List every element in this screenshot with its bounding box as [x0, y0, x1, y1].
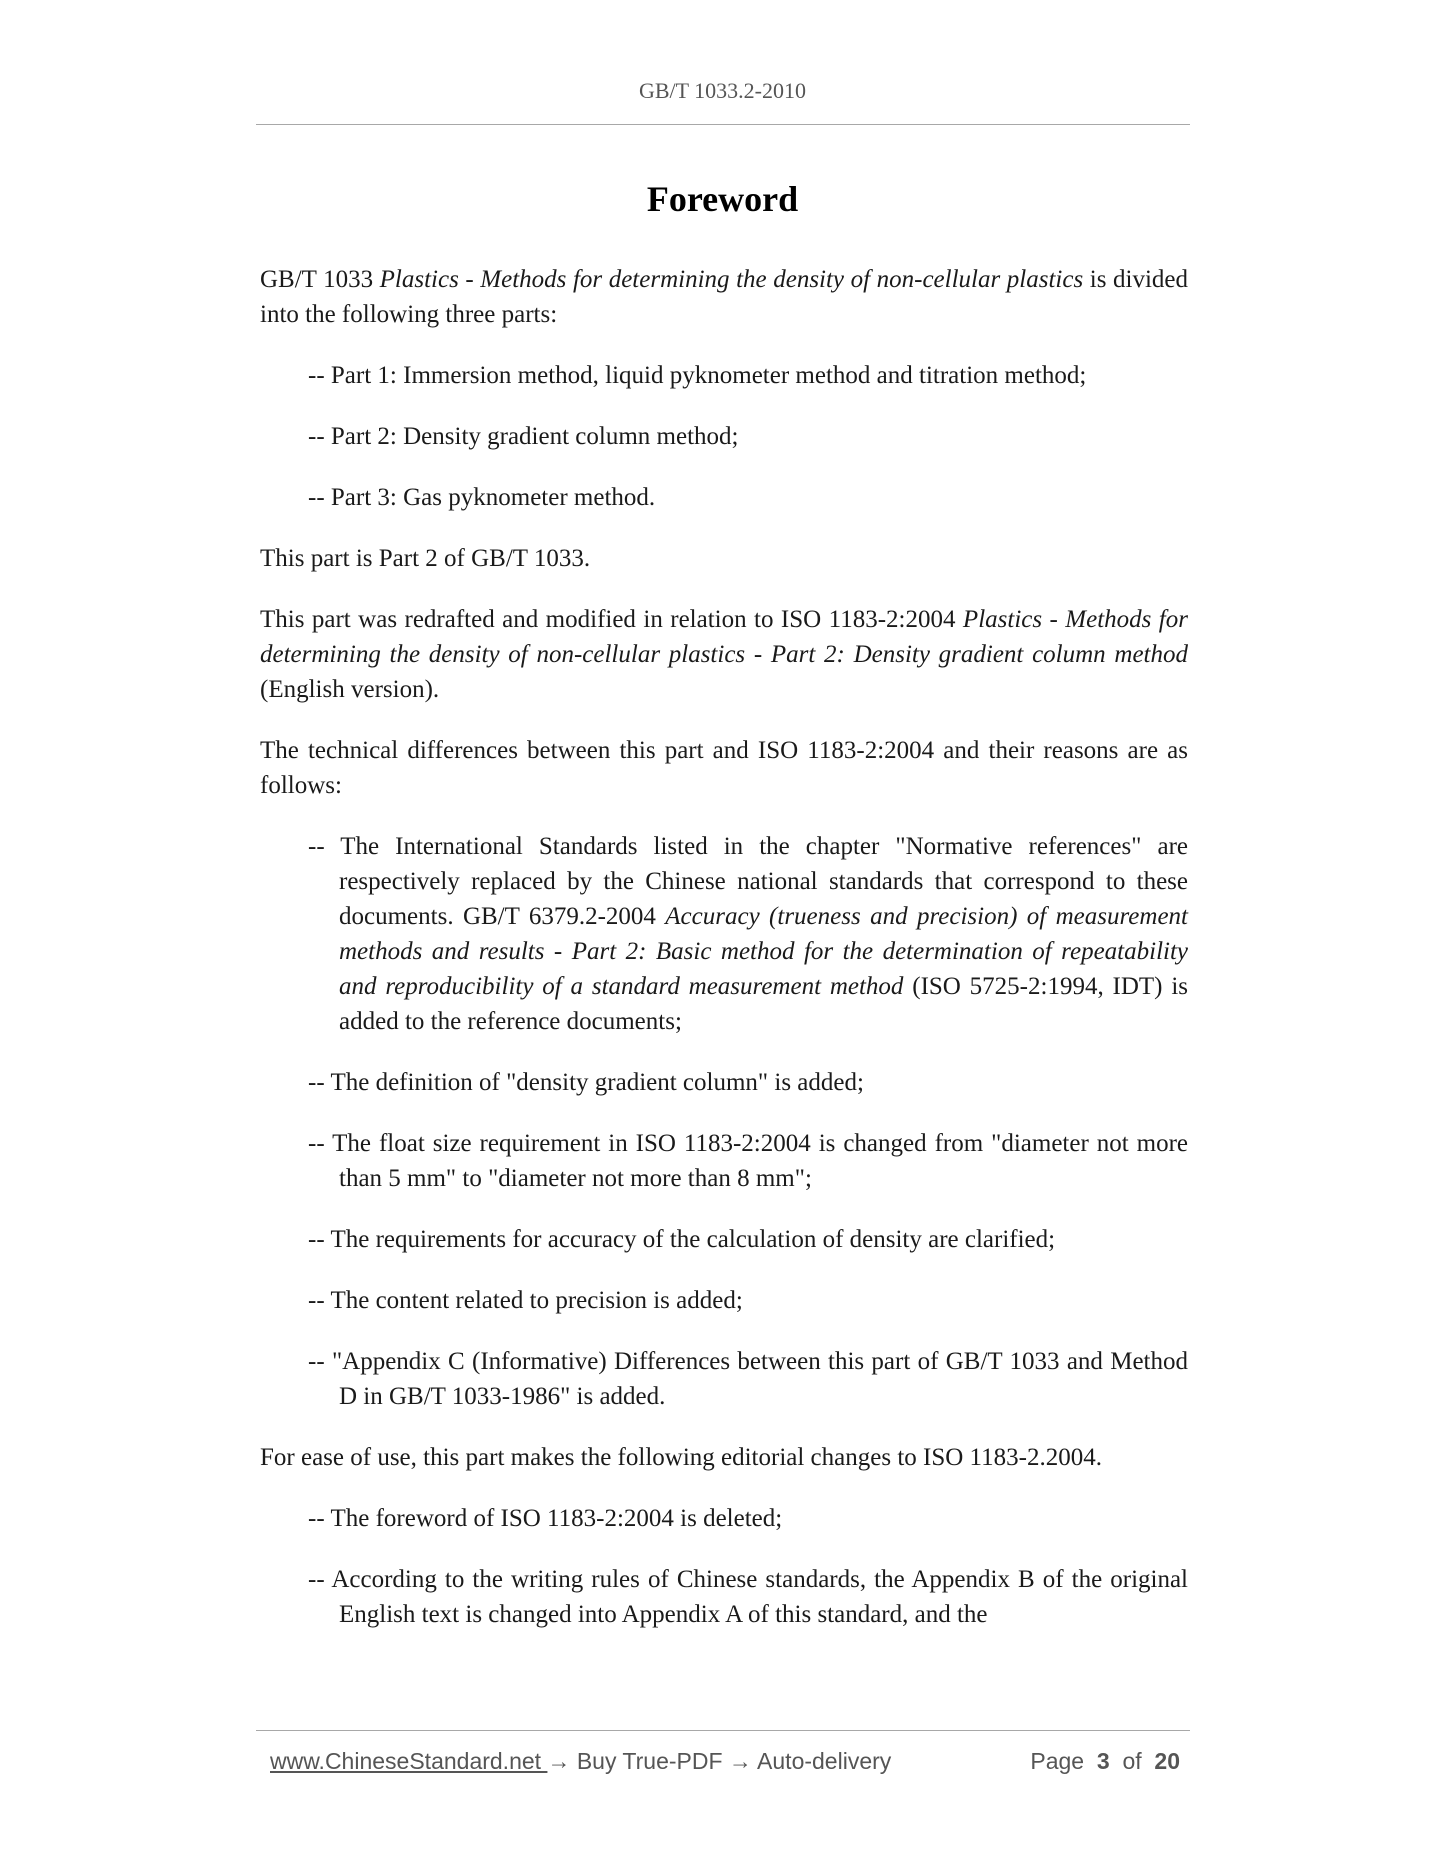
buy-text: → Buy True-PDF → Auto-delivery: [547, 1748, 892, 1774]
footer-links: [270, 1748, 891, 1775]
site-link[interactable]: www.ChineseStandard.net: [270, 1748, 548, 1774]
list-item: -- Part 3: Gas pyknometer method.: [308, 484, 656, 511]
document-body: [260, 262, 1188, 1658]
header-divider: [256, 124, 1190, 125]
list-item: -- "Appendix C (Informative) Differences between this part of GB/T 1033 and Method D in GB/T 1033-1986" is added.: [308, 1348, 1188, 1410]
list-item: -- The content related to precision is added;: [308, 1287, 743, 1314]
page-number: 3: [1096, 1748, 1110, 1774]
redrafted-paragraph: This part was redrafted and modified in relation to ISO 1183-2:2004 Plastics - Methods for determining the density of non-cellular plastics - Part 2: Density gradient column method (English version).: [260, 606, 1188, 703]
total-pages: 20: [1154, 1748, 1180, 1774]
standard-title: Plastics - Methods for determining the density of non-cellular plastics: [379, 266, 1084, 293]
list-item: -- The requirements for accuracy of the calculation of density are clarified;: [308, 1226, 1056, 1253]
reference-title: Accuracy (trueness and precision) of measurement methods and results - Part 2: Basic method for the determination of repeatability and reproducibility of a standard measurement method: [339, 903, 1188, 1000]
list-item: -- The foreword of ISO 1183-2:2004 is deleted;: [308, 1505, 783, 1532]
page-footer: [270, 1748, 1180, 1780]
list-item: -- The float size requirement in ISO 1183-2:2004 is changed from "diameter not more than 5 mm" to "diameter not more than 8 mm";: [308, 1130, 1188, 1192]
page-title: Foreword: [646, 179, 799, 219]
list-item: -- According to the writing rules of Chinese standards, the Appendix B of the original English text is changed into Appendix A of this standard, and the: [308, 1566, 1188, 1628]
this-part-paragraph: This part is Part 2 of GB/T 1033.: [260, 545, 591, 572]
list-item: -- The International Standards listed in the chapter "Normative references" are respectively replaced by the Chinese national standards that correspond to these documents. GB/T 6379.2-2004 Accuracy (trueness and precision) of measurement methods and results - Part 2: Basic method for the determination of repeatability and reproducibility of a standard measurement method (ISO 5725-2:1994, IDT) is added to the reference documents;: [308, 833, 1188, 1035]
footer-divider: [256, 1730, 1190, 1731]
tech-diff-intro: The technical differences between this part and ISO 1183-2:2004 and their reasons are as follows:: [260, 737, 1188, 799]
list-item: -- The definition of "density gradient column" is added;: [308, 1069, 864, 1096]
list-item: -- Part 2: Density gradient column method;: [308, 423, 739, 450]
list-item: -- Part 1: Immersion method, liquid pyknometer method and titration method;: [308, 362, 1087, 389]
iso-title: Plastics - Methods for determining the density of non-cellular plastics - Part 2: Density gradient column method: [260, 606, 1188, 668]
editorial-intro: For ease of use, this part makes the following editorial changes to ISO 1183-2.2004.: [260, 1444, 1102, 1471]
page-indicator: Page 3 of 20: [1030, 1748, 1180, 1774]
running-header: GB/T 1033.2-2010: [638, 78, 807, 103]
intro-paragraph: GB/T 1033 Plastics - Methods for determining the density of non-cellular plastics is divided into the following three parts:: [260, 266, 1188, 328]
